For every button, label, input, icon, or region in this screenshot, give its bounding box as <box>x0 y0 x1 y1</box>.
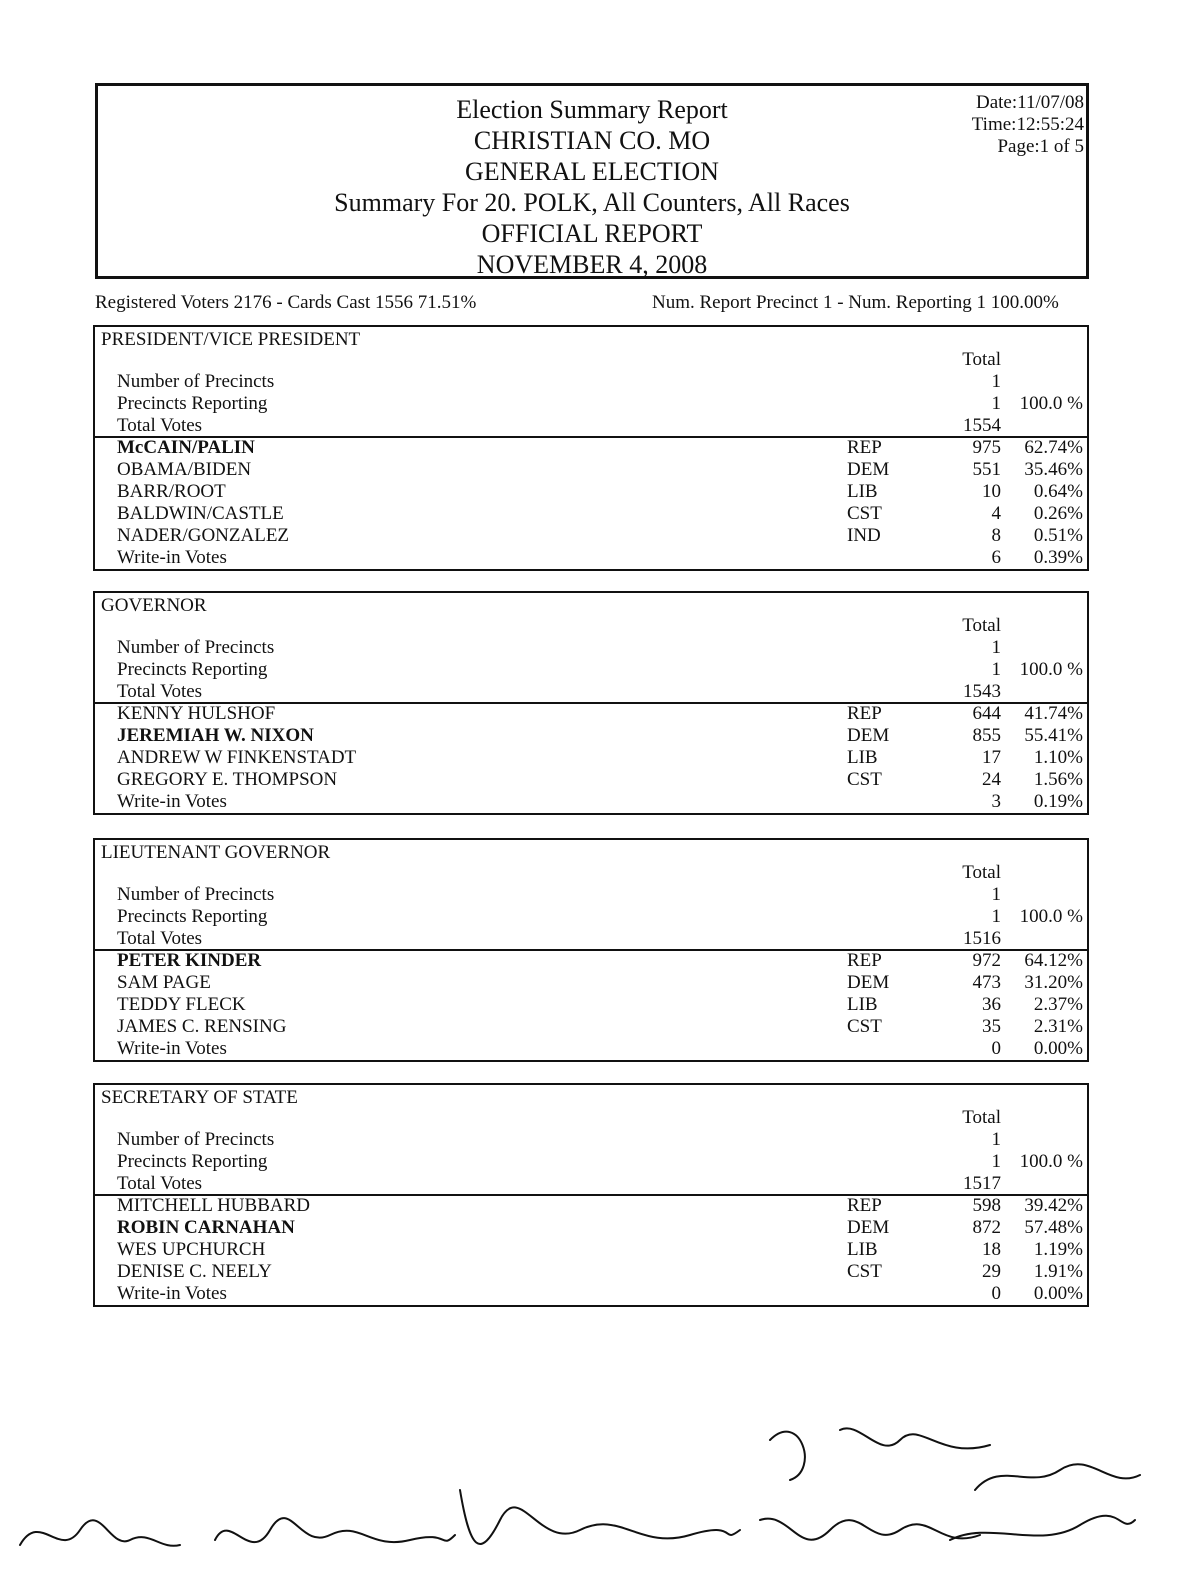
stat-value: 1 <box>991 371 1001 392</box>
total-column-header: Total <box>962 615 1001 636</box>
report-title: Election Summary Report <box>456 95 728 124</box>
candidate-party: CST <box>847 503 882 524</box>
stat-label: Precincts Reporting <box>117 659 268 680</box>
candidate-row <box>95 725 1087 747</box>
candidate-percent: 1.56% <box>1033 769 1083 790</box>
candidate-party: REP <box>847 1195 882 1216</box>
report-time: Time:12:55:24 <box>971 114 1084 135</box>
candidate-name: JEREMIAH W. NIXON <box>117 725 314 746</box>
candidate-votes: 972 <box>972 950 1001 971</box>
candidate-party: DEM <box>847 459 890 480</box>
stat-label: Total Votes <box>117 1173 203 1194</box>
stat-row <box>95 637 1087 659</box>
stat-label: Total Votes <box>117 415 203 436</box>
stat-row <box>95 681 1087 703</box>
candidate-row <box>95 525 1087 547</box>
candidate-party: DEM <box>847 725 890 746</box>
candidate-name: NADER/GONZALEZ <box>117 525 290 546</box>
candidate-name: MITCHELL HUBBARD <box>117 1195 310 1216</box>
candidate-row <box>95 1261 1087 1283</box>
candidate-votes: 0 <box>991 1038 1001 1059</box>
candidate-name: WES UPCHURCH <box>117 1239 266 1260</box>
stat-value: 1 <box>991 1129 1001 1150</box>
candidate-name: DENISE C. NEELY <box>117 1261 272 1282</box>
stat-row <box>95 371 1087 393</box>
stat-label: Precincts Reporting <box>117 393 268 414</box>
report-date: Date:11/07/08 <box>976 92 1084 113</box>
candidate-percent: 35.46% <box>1024 459 1083 480</box>
candidate-name: PETER KINDER <box>117 950 262 971</box>
candidate-party: CST <box>847 769 882 790</box>
stat-percent: 100.0 % <box>1019 906 1083 927</box>
stat-value: 1543 <box>963 681 1001 702</box>
candidate-votes: 8 <box>991 525 1001 546</box>
candidate-votes: 872 <box>972 1217 1001 1238</box>
candidate-votes: 975 <box>972 437 1001 458</box>
candidate-votes: 473 <box>972 972 1001 993</box>
voter-summary: Registered Voters 2176 - Cards Cast 1556 71.51% <box>95 292 477 313</box>
candidate-percent: 41.74% <box>1024 703 1083 724</box>
candidate-name: SAM PAGE <box>117 972 211 993</box>
candidate-votes: 855 <box>972 725 1001 746</box>
candidate-row <box>95 547 1087 569</box>
candidate-votes: 18 <box>982 1239 1001 1260</box>
stat-label: Precincts Reporting <box>117 906 268 927</box>
candidate-votes: 35 <box>982 1016 1001 1037</box>
stat-label: Number of Precincts <box>117 884 275 905</box>
stat-percent: 100.0 % <box>1019 1151 1083 1172</box>
candidate-percent: 57.48% <box>1024 1217 1083 1238</box>
election-name: GENERAL ELECTION <box>465 157 719 186</box>
race-title: GOVERNOR <box>101 595 207 616</box>
candidate-row <box>95 459 1087 481</box>
candidate-party: REP <box>847 703 882 724</box>
stat-row <box>95 928 1087 950</box>
stat-row <box>95 1151 1087 1173</box>
candidate-name: JAMES C. RENSING <box>117 1016 287 1037</box>
candidate-percent: 2.31% <box>1033 1016 1083 1037</box>
signatures <box>0 1400 1200 1571</box>
race-box <box>93 591 1089 815</box>
report-page: Page:1 of 5 <box>997 136 1084 157</box>
candidate-name: McCAIN/PALIN <box>117 437 255 458</box>
stat-value: 1 <box>991 906 1001 927</box>
stat-label: Total Votes <box>117 928 203 949</box>
stat-value: 1517 <box>963 1173 1001 1194</box>
candidate-percent: 0.00% <box>1033 1283 1083 1304</box>
report-title-block <box>98 94 1086 280</box>
stat-label: Total Votes <box>117 681 203 702</box>
candidate-party: CST <box>847 1016 882 1037</box>
stat-value: 1554 <box>963 415 1001 436</box>
stat-row <box>95 1173 1087 1195</box>
candidate-votes: 24 <box>982 769 1001 790</box>
candidate-party: LIB <box>847 1239 878 1260</box>
stat-percent: 100.0 % <box>1019 393 1083 414</box>
race-title: SECRETARY OF STATE <box>101 1087 298 1108</box>
report-header <box>95 83 1089 279</box>
candidate-row <box>95 747 1087 769</box>
stat-label: Number of Precincts <box>117 637 275 658</box>
stat-value: 1 <box>991 393 1001 414</box>
stat-label: Number of Precincts <box>117 1129 275 1150</box>
candidate-percent: 0.26% <box>1033 503 1083 524</box>
candidate-row <box>95 972 1087 994</box>
candidate-percent: 31.20% <box>1024 972 1083 993</box>
candidate-percent: 64.12% <box>1024 950 1083 971</box>
candidate-party: LIB <box>847 747 878 768</box>
candidate-party: REP <box>847 437 882 458</box>
candidate-name: TEDDY FLECK <box>117 994 246 1015</box>
candidate-votes: 3 <box>991 791 1001 812</box>
candidate-percent: 1.10% <box>1033 747 1083 768</box>
stat-row <box>95 906 1087 928</box>
candidate-row <box>95 1195 1087 1217</box>
candidate-name: ROBIN CARNAHAN <box>117 1217 295 1238</box>
precinct-summary: Num. Report Precinct 1 - Num. Reporting 1 100.00% <box>652 292 1059 313</box>
report-meta <box>972 92 1084 158</box>
candidate-row <box>95 1283 1087 1305</box>
candidate-party: REP <box>847 950 882 971</box>
candidate-votes: 29 <box>982 1261 1001 1282</box>
candidate-votes: 36 <box>982 994 1001 1015</box>
candidate-party: CST <box>847 1261 882 1282</box>
stat-row <box>95 884 1087 906</box>
candidate-row <box>95 1016 1087 1038</box>
race-title: LIEUTENANT GOVERNOR <box>101 842 331 863</box>
candidate-name: Write-in Votes <box>117 791 227 812</box>
candidate-percent: 0.39% <box>1033 547 1083 568</box>
stat-row <box>95 393 1087 415</box>
candidate-votes: 0 <box>991 1283 1001 1304</box>
stat-row <box>95 1129 1087 1151</box>
election-date: NOVEMBER 4, 2008 <box>476 250 708 279</box>
race-box <box>93 325 1089 571</box>
candidate-name: ANDREW W FINKENSTADT <box>117 747 357 768</box>
candidate-votes: 644 <box>972 703 1001 724</box>
stat-label: Precincts Reporting <box>117 1151 268 1172</box>
candidate-votes: 4 <box>991 503 1001 524</box>
candidate-row <box>95 481 1087 503</box>
total-column-header: Total <box>962 862 1001 883</box>
stat-label: Number of Precincts <box>117 371 275 392</box>
candidate-row <box>95 769 1087 791</box>
candidate-percent: 1.19% <box>1033 1239 1083 1260</box>
stat-row <box>95 415 1087 437</box>
candidate-name: OBAMA/BIDEN <box>117 459 252 480</box>
total-column-header: Total <box>962 349 1001 370</box>
candidate-row <box>95 791 1087 813</box>
stat-percent: 100.0 % <box>1019 659 1083 680</box>
race-box <box>93 1083 1089 1307</box>
stat-value: 1 <box>991 1151 1001 1172</box>
candidate-row <box>95 1217 1087 1239</box>
candidate-row <box>95 503 1087 525</box>
candidate-name: Write-in Votes <box>117 547 227 568</box>
candidate-row <box>95 1038 1087 1060</box>
candidate-row <box>95 437 1087 459</box>
candidate-percent: 1.91% <box>1033 1261 1083 1282</box>
candidate-votes: 598 <box>972 1195 1001 1216</box>
candidate-percent: 0.64% <box>1033 481 1083 502</box>
candidate-percent: 39.42% <box>1024 1195 1083 1216</box>
candidate-votes: 6 <box>991 547 1001 568</box>
candidate-name: BALDWIN/CASTLE <box>117 503 284 524</box>
candidate-votes: 10 <box>982 481 1001 502</box>
stat-value: 1 <box>991 659 1001 680</box>
race-title: PRESIDENT/VICE PRESIDENT <box>101 329 361 350</box>
race-box <box>93 838 1089 1062</box>
candidate-percent: 0.19% <box>1033 791 1083 812</box>
candidate-percent: 0.51% <box>1033 525 1083 546</box>
candidate-row <box>95 994 1087 1016</box>
stat-row <box>95 659 1087 681</box>
candidate-party: DEM <box>847 972 890 993</box>
candidate-percent: 55.41% <box>1024 725 1083 746</box>
candidate-name: Write-in Votes <box>117 1038 227 1059</box>
candidate-name: GREGORY E. THOMPSON <box>117 769 338 790</box>
candidate-party: LIB <box>847 994 878 1015</box>
candidate-percent: 62.74% <box>1024 437 1083 458</box>
candidate-votes: 551 <box>972 459 1001 480</box>
candidate-name: KENNY HULSHOF <box>117 703 276 724</box>
summary-scope: Summary For 20. POLK, All Counters, All Races <box>334 188 850 217</box>
candidate-party: DEM <box>847 1217 890 1238</box>
candidate-party: LIB <box>847 481 878 502</box>
candidate-row <box>95 703 1087 725</box>
total-column-header: Total <box>962 1107 1001 1128</box>
county-name: CHRISTIAN CO. MO <box>473 126 711 155</box>
candidate-name: Write-in Votes <box>117 1283 227 1304</box>
candidate-row <box>95 1239 1087 1261</box>
candidate-percent: 0.00% <box>1033 1038 1083 1059</box>
candidate-percent: 2.37% <box>1033 994 1083 1015</box>
candidate-votes: 17 <box>982 747 1001 768</box>
candidate-name: BARR/ROOT <box>117 481 226 502</box>
report-status: OFFICIAL REPORT <box>481 219 703 248</box>
stat-value: 1 <box>991 637 1001 658</box>
candidate-party: IND <box>847 525 881 546</box>
candidate-row <box>95 950 1087 972</box>
stat-value: 1 <box>991 884 1001 905</box>
stat-value: 1516 <box>963 928 1001 949</box>
